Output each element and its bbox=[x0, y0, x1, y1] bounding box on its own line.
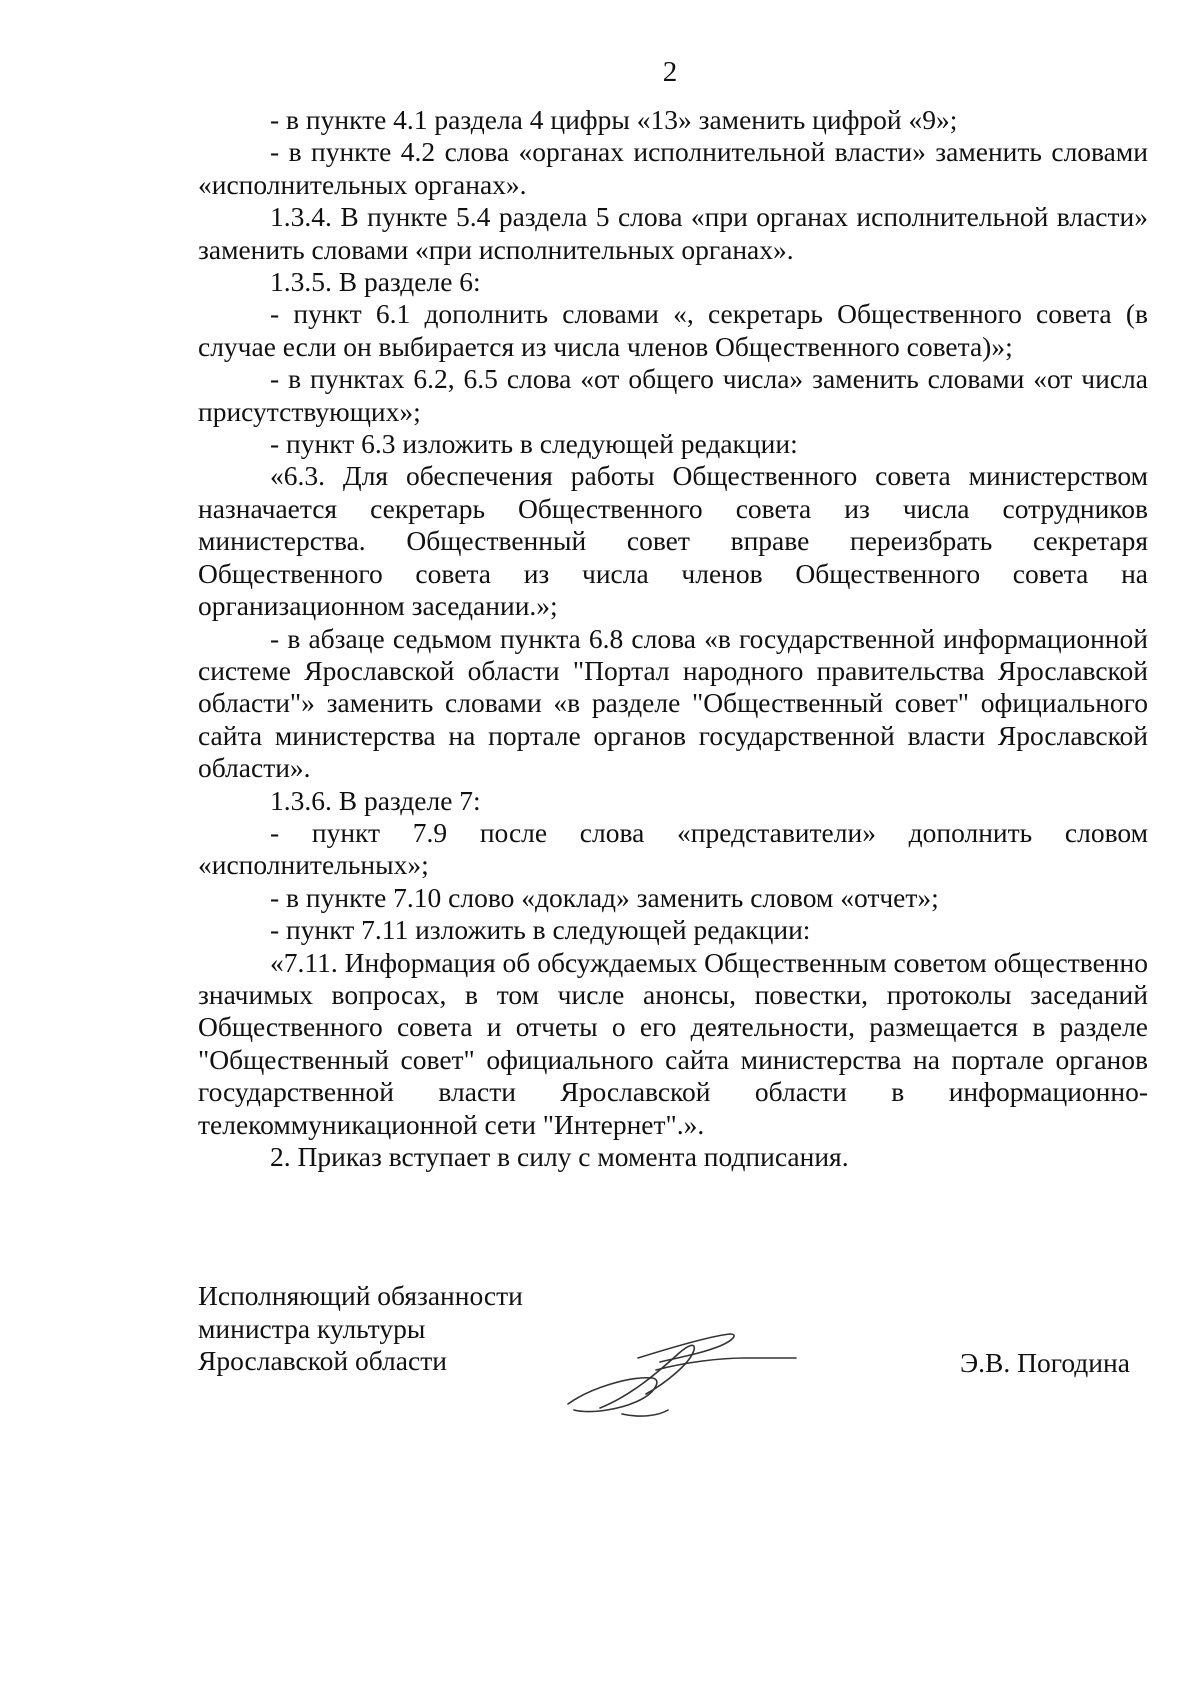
paragraph-3: 1.3.4. В пункте 5.4 раздела 5 слова «при органах исполнительной власти» заменить словами «при исполнительных органах». bbox=[198, 201, 1148, 265]
paragraph-5: - пункт 6.1 дополнить словами «, секретарь Общественного совета (в случае если он выбирается из числа членов Общественного совета)»; bbox=[198, 298, 1148, 362]
paragraph-13: - пункт 7.11 изложить в следующей редакции: bbox=[270, 914, 811, 946]
signer-position-line-3: Ярославской области bbox=[198, 1345, 447, 1376]
paragraph-7: - пункт 6.3 изложить в следующей редакции: bbox=[270, 428, 798, 460]
paragraph-11: - пункт 7.9 после слова «представители» дополнить словом «исполнительных»; bbox=[198, 816, 1148, 881]
paragraph-6: - в пунктах 6.2, 6.5 слова «от общего числа» заменить словами «от числа присутствующих»; bbox=[198, 363, 1148, 427]
paragraph-2: - в пункте 4.2 слова «органах исполнительной власти» заменить словами «исполнительных органах». bbox=[198, 136, 1148, 200]
paragraph-8: «6.3. Для обеспечения работы Общественного совета министерством назначается секретарь Общественного совета из числа сотрудников министерства. Общественный совет вправе переизбрать секретаря Общественного совета из числа членов Общественного совета на организационном заседании.»; bbox=[198, 460, 1148, 622]
paragraph-15: 2. Приказ вступает в силу с момента подписания. bbox=[270, 1141, 849, 1172]
signer-name: Э.В. Погодина bbox=[960, 1347, 1130, 1378]
page-number: 2 bbox=[662, 56, 678, 88]
signer-position-line-1: Исполняющий обязанности bbox=[198, 1280, 523, 1311]
signer-position-line-2: министра культуры bbox=[198, 1312, 426, 1344]
paragraph-4: 1.3.5. В разделе 6: bbox=[270, 266, 481, 298]
paragraph-12: - в пункте 7.10 слово «доклад» заменить словом «отчет»; bbox=[270, 881, 939, 913]
handwritten-signature bbox=[560, 1318, 800, 1428]
paragraph-14: «7.11. Информация об обсуждаемых Общественным советом общественно значимых вопросах, в том числе анонсы, повестки, протоколы заседаний Общественного совета и отчеты о его деятельности, размещается в разделе "Общественный совет" официального сайта министерства на портале органов государственной власти Ярославской области в информационно-телекоммуникационной сети "Интернет".». bbox=[198, 946, 1148, 1140]
paragraph-10: 1.3.6. В разделе 7: bbox=[270, 784, 481, 816]
document-body bbox=[198, 104, 1148, 1173]
paragraph-9: - в абзаце седьмом пункта 6.8 слова «в государственной информационной системе Ярославской области "Портал народного правительства Ярославской области"» заменить словами «в разделе "Общественный совет" официального сайта министерства на портале органов государственной власти Ярославской области». bbox=[198, 622, 1148, 784]
paragraph-1: - в пункте 4.1 раздела 4 цифры «13» заменить цифрой «9»; bbox=[270, 104, 958, 135]
signer-position bbox=[198, 1280, 523, 1378]
